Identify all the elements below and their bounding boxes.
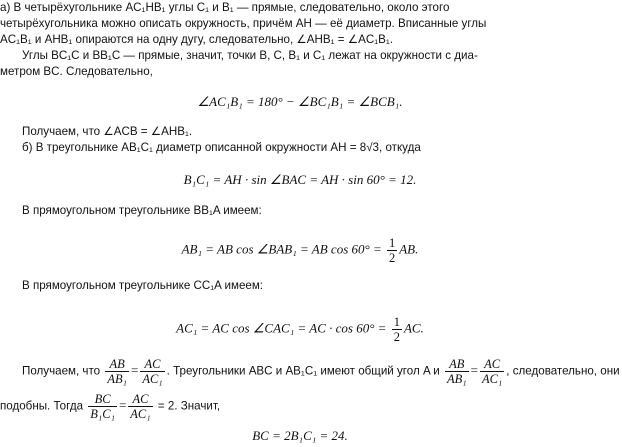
fraction-denominator: AB₁ xyxy=(107,372,127,386)
fraction-numerator: AB xyxy=(105,357,129,372)
equation-ac1 xyxy=(0,315,600,344)
fraction-ab-ab1 xyxy=(105,357,129,386)
fraction-ab-ab1-2 xyxy=(445,357,469,386)
fraction-denominator: AC₁ xyxy=(130,407,151,421)
fraction-bc-b1c1 xyxy=(88,392,117,421)
paragraph-b-intro: б) В треугольнике AB₁C₁ диаметр описанной окружности AH = 8√3, откуда xyxy=(22,141,421,154)
final-answer-equation: BC = 2B₁C₁ = 24. xyxy=(252,428,348,443)
fraction-denominator: B₁C₁ xyxy=(90,407,115,421)
fraction-numerator: 1 xyxy=(388,236,396,250)
fraction-numerator: AC xyxy=(140,357,164,372)
heading-cc1a: В прямоугольном треугольнике CC₁A имеем: xyxy=(22,279,264,292)
fraction-one-half-2 xyxy=(392,315,402,344)
equation-ab1 xyxy=(0,236,600,265)
fraction-denominator: AB₁ xyxy=(446,372,467,386)
equation-b1c1: B₁C₁ = AH · sin ∠BAC = AH · sin 60° = 12. xyxy=(183,172,417,187)
fraction-numerator: AC xyxy=(480,357,504,372)
fraction-ac-ac1 xyxy=(140,357,164,386)
heading-bb1a: В прямоугольном треугольнике BB₁A имеем: xyxy=(22,204,262,217)
fraction-one-half-1 xyxy=(387,236,397,265)
fraction-numerator: 1 xyxy=(393,315,400,329)
ratio-line-intro: Получаем, что xyxy=(22,364,101,378)
ratio-line-end: , следовательно, они xyxy=(506,364,620,378)
paragraph-a-line-4: Углы BC₁C и BB₁C — прямые, значит, точки B, C, B₁ и C₁ лежат на окружности с диа- xyxy=(22,49,478,62)
equation-ab1-lhs: AB₁ = AB cos ∠BAB₁ = AB cos 60° = xyxy=(181,241,385,257)
equals-sign: = xyxy=(118,397,127,413)
fraction-numerator: BC xyxy=(88,392,117,407)
paragraph-a-line-1: а) В четырёхугольнике AC₁HB₁ углы C₁ и B₁ — прямые, следовательно, около этого xyxy=(0,1,450,14)
fraction-denominator: 2 xyxy=(388,251,396,265)
paragraph-a-line-5: метром BC. Следовательно, xyxy=(0,65,153,78)
equals-sign: = xyxy=(130,362,139,378)
equation-ab1-rhs: AB. xyxy=(399,241,419,257)
similarity-line xyxy=(0,392,600,421)
paragraph-a-line-2: четырёхугольника можно описать окружность, причём AH — её диаметр. Вписанные углы xyxy=(0,17,487,30)
conclusion-a: Получаем, что ∠ACB = ∠AHB₁. xyxy=(22,125,193,138)
fraction-denominator: AC₁ xyxy=(142,372,163,386)
equals-sign: = xyxy=(470,362,478,378)
similarity-line-end: = 2. Значит, xyxy=(154,399,221,413)
ratio-line xyxy=(22,357,622,386)
equation-ac1-rhs: AC. xyxy=(403,320,424,336)
fraction-ac-ac1-2 xyxy=(480,357,504,386)
equation-ac1-lhs: AC₁ = AC cos ∠CAC₁ = AC · cos 60° = xyxy=(176,320,390,336)
equation-angle-chain: ∠AC₁B₁ = 180° − ∠BC₁B₁ = ∠BCB₁. xyxy=(197,94,403,109)
fraction-denominator: 2 xyxy=(393,330,400,344)
fraction-ac-ac1-3 xyxy=(128,392,152,421)
fraction-denominator: AC₁ xyxy=(481,372,503,386)
ratio-line-middle: . Треугольники ABC и AB₁C₁ имеют общий угол A и xyxy=(166,364,440,378)
paragraph-a-line-3: AC₁B₁ и AHB₁ опираются на одну дугу, следовательно, ∠AHB₁ = ∠AC₁B₁. xyxy=(0,33,394,46)
fraction-numerator: AC xyxy=(128,392,152,407)
fraction-numerator: AB xyxy=(445,357,469,372)
similarity-line-intro: подобны. Тогда xyxy=(0,399,84,413)
